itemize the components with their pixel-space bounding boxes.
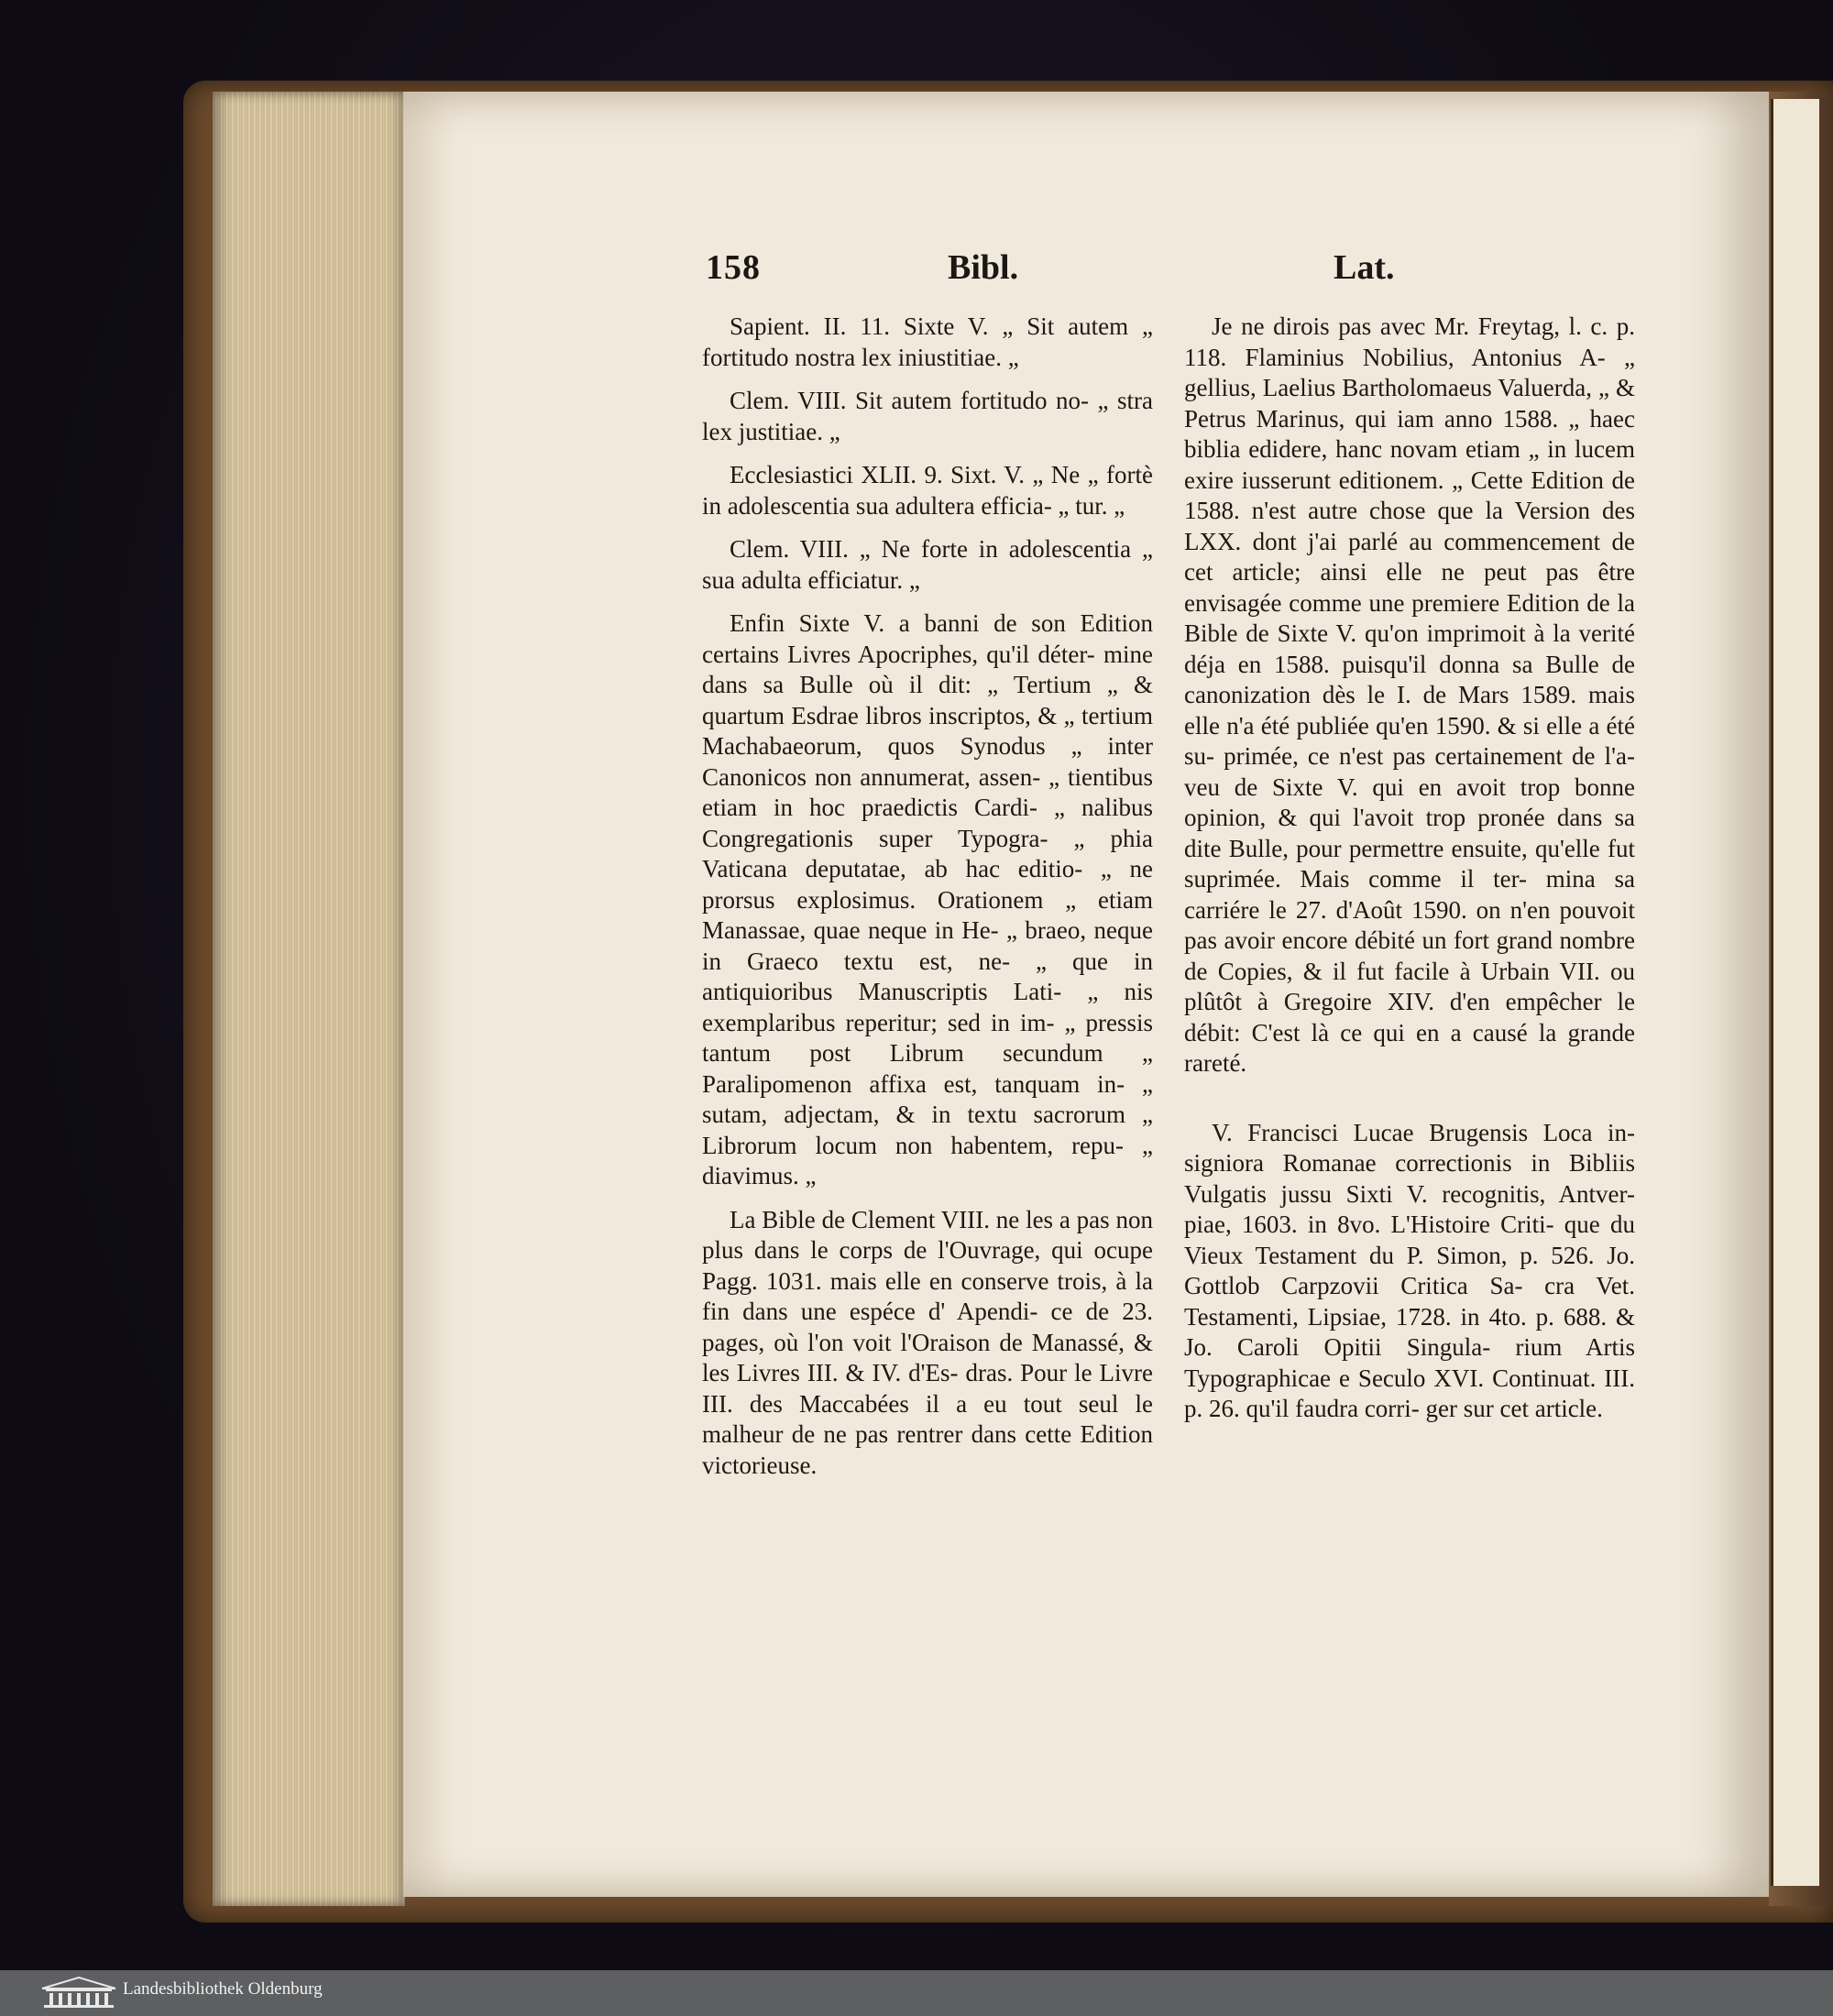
page-number: 158 — [706, 248, 761, 287]
paragraph: La Bible de Clement VIII. ne les a pas non plus dans le corps de l'Ouvrage, qui ocupe Pagg. 1031. mais elle en conserve trois, à la fin dans une espéce d' Apendi- ce de 23. pages, où l'on voit l'Oraison de Manassé, & les Livres III. & IV. d'Es- dras. Pour le Livre III. des Maccabées il a eu tout seul le malheur de ne pas rentrer dans cette Edition victorieuse. — [702, 1205, 1153, 1479]
running-head-right: Lat. — [1334, 248, 1395, 287]
right-column — [1184, 312, 1635, 1438]
left-column — [702, 312, 1153, 1494]
library-building-icon — [40, 1976, 117, 2009]
paragraph: Clem. VIII. Sit autem fortitudo no- „ stra lex justitiae. „ — [702, 387, 1153, 445]
running-head — [0, 247, 1833, 302]
paragraph: Ecclesiastici XLII. 9. Sixt. V. „ Ne „ fortè in adolescentia sua adultera efficia- „ tur. „ — [702, 461, 1153, 520]
running-head-left: Bibl. — [948, 248, 1019, 287]
paragraph: V. Francisci Lucae Brugensis Loca in- signiora Romanae correctionis in Bibliis Vulgatis jussu Sixti V. recognitis, Antver- piae, 1603. in 8vo. L'Histoire Criti- que du Vieux Testament du P. Simon, p. 526. Jo. Gottlob Carpzovii Critica Sa- cra Vet. Testamenti, Lipsiae, 1728. in 4to. p. 688. & Jo. Caroli Opitii Singula- rium Artis Typographicae e Seculo XVI. Continuat. III. p. 26. qu'il faudra corri- ger sur cet article. — [1184, 1118, 1635, 1422]
paragraph: Sapient. II. 11. Sixte V. „ Sit autem „ fortitudo nostra lex iniustitiae. „ — [702, 312, 1153, 371]
paragraph: Enfin Sixte V. a banni de son Edition certains Livres Apocriphes, qu'il déter- mine dans sa Bulle où il dit: „ Tertium „ & quartum Esdrae libros inscriptos, & „ tertium Machabaeorum, quos Synodus „ inter Canonicos non annumerat, assen- „ tientibus etiam in hoc praedictis Cardi- „ nalibus Congregationis super Typogra- „ phia Vaticana deputatae, ab hac editio- „ ne prorsus explosimus. Orationem „ etiam Manassae, quae neque in He- „ braeo, neque in Graeco textu est, ne- „ que in antiquioribus Manuscriptis Lati- „ nis exemplaribus reperitur; sed in im- „ pressis tantum post Librum secundum „ Paralipomenon affixa est, tanquam in- „ sutam, adjectam, & in textu sacrorum „ Librorum locum non habentem, repu- „ diavimus. „ — [702, 609, 1153, 1189]
next-page-edge — [1771, 99, 1819, 1886]
paragraph: Je ne dirois pas avec Mr. Freytag, l. c. p. 118. Flaminius Nobilius, Antonius A- „ gellius, Laelius Bartholomaeus Valuerda, „ & Petrus Marinus, qui iam anno 1588. „ haec biblia edidere, hanc novam etiam „ in lucem exire iusserunt editionem. „ Cette Edition de 1588. n'est autre chose que la Version des LXX. dont j'ai parlé au commencement de cet article; ainsi elle ne peut pas être envisagée comme une premiere Edition de la Bible de Sixte V. qu'on imprimoit à la verité déja en 1588. puisqu'il donna sa Bulle de canonization dès le I. de Mars 1589. mais elle n'a été publiée qu'en 1590. & si elle a été su- primée, ce n'est pas certainement de l'a- veu de Sixte V. qui en avoit trop bonne opinion, & qui l'avoit trop pronée dans sa dite Bulle, pour permettre ensuite, qu'elle fut suprimée. Mais comme il ter- mina sa carriére le 27. d'Août 1590. on n'en pouvoit pas avoir encore débité un fort grand nombre de Copies, & il fut facile à Urbain VII. ou plûtôt à Gregoire XIV. d'en empêcher le débit: C'est là ce qui en a causé la grande rareté. — [1184, 312, 1635, 1077]
paragraph: Clem. VIII. „ Ne forte in adolescentia „ sua adulta efficiatur. „ — [702, 535, 1153, 594]
library-name: Landesbibliothek Oldenburg — [123, 1979, 323, 1999]
page-edges — [213, 92, 405, 1906]
